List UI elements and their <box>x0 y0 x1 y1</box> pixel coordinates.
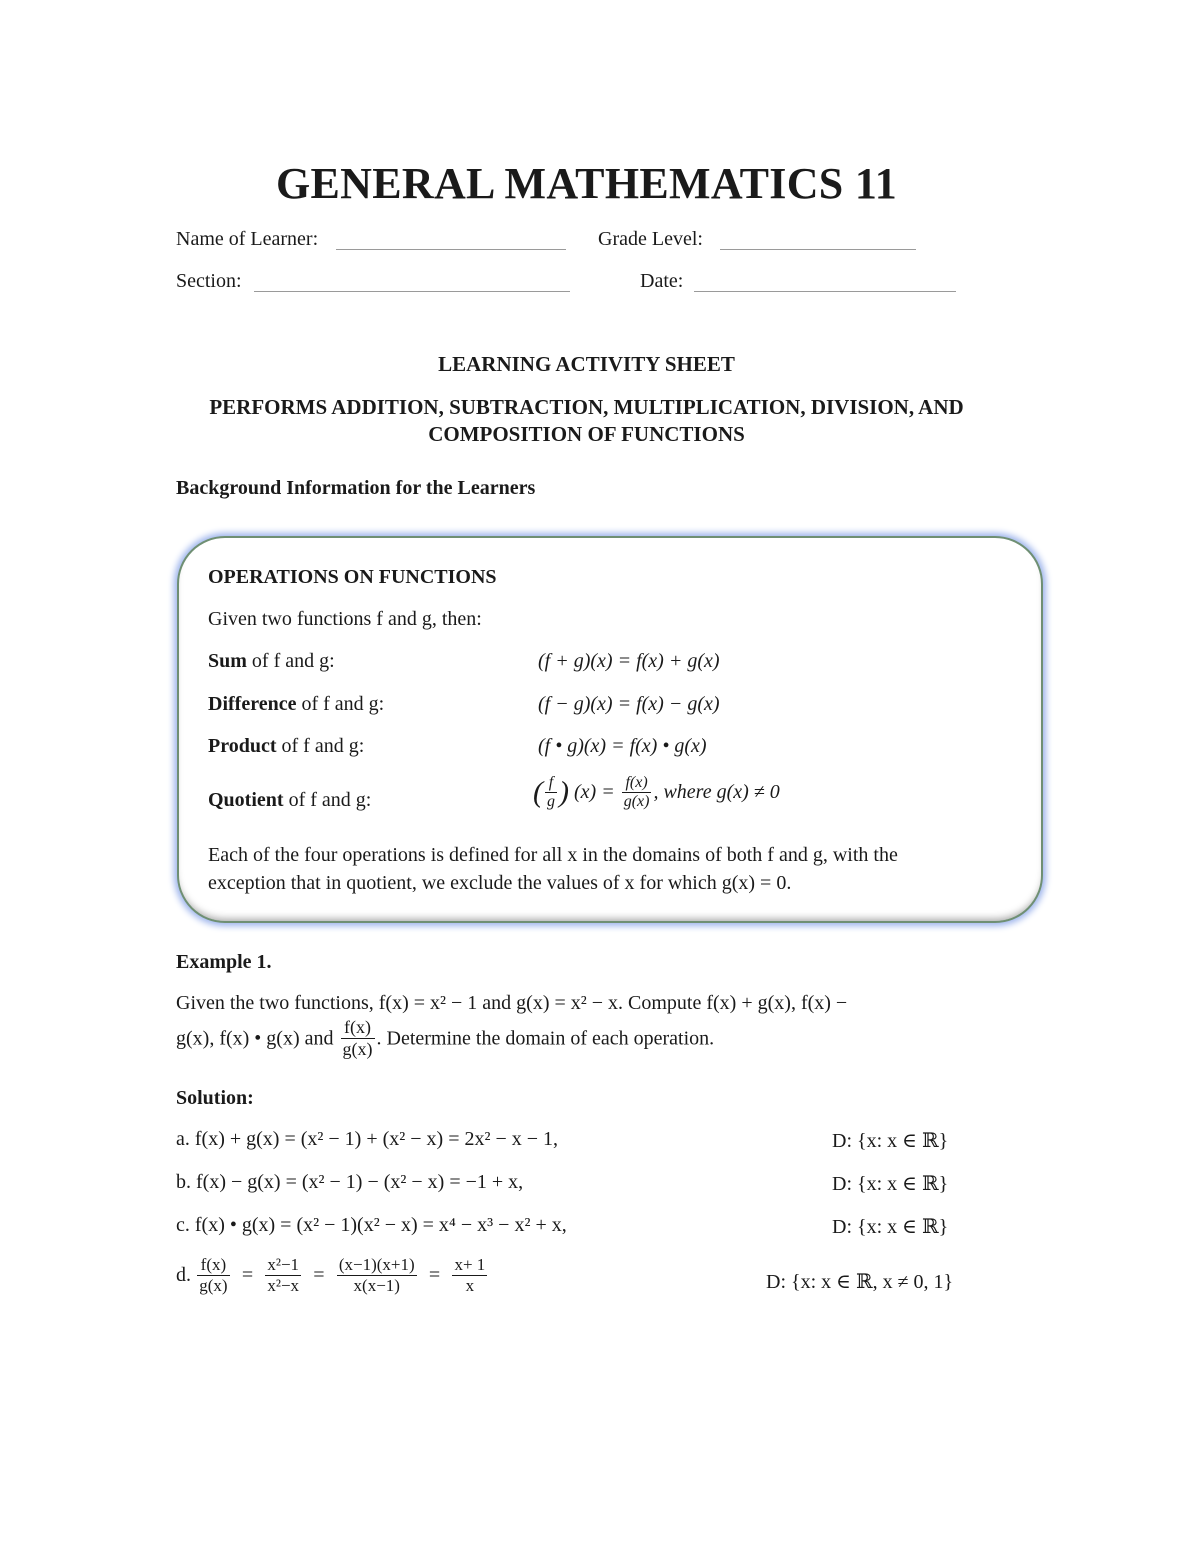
sheet-subheading-1: PERFORMS ADDITION, SUBTRACTION, MULTIPLICATION, DIVISION, AND <box>209 395 964 419</box>
box-note-1: Each of the four operations is defined for all x in the domains of both f and g, with the <box>208 844 898 866</box>
product-formula: (f • g)(x) = f(x) • g(x) <box>538 735 707 757</box>
grade-label: Grade Level: <box>598 228 703 250</box>
solution-d-domain: D: {x: x ∈ ℝ, x ≠ 0, 1} <box>766 1271 954 1293</box>
sheet-subheading-2: COMPOSITION OF FUNCTIONS <box>428 422 745 446</box>
quotient-formula: ( $\frac{f}{g}$ ) (x) = $\frac{f(x)}{g(x)}$ , where g(x) ≠ 0 <box>533 774 780 810</box>
quotient-label: Quotient of f and g: <box>208 789 372 811</box>
section-field[interactable] <box>254 291 570 292</box>
sum-formula: (f + g)(x) = f(x) + g(x) <box>538 650 720 672</box>
product-label: Product of f and g: <box>208 735 365 757</box>
background-label: Background Information for the Learners <box>176 477 536 499</box>
sheet-heading: LEARNING ACTIVITY SHEET <box>438 352 735 376</box>
grade-field[interactable] <box>720 249 916 250</box>
solution-label: Solution: <box>176 1087 254 1109</box>
example-line-1: Given the two functions, f(x) = x² − 1 and g(x) = x² − x. Compute f(x) + g(x), f(x) − <box>176 992 848 1014</box>
example-line-2: g(x), f(x) • g(x) and $\frac{f(x)}{g(x)}$ . Determine the domain of each operation. <box>176 1017 715 1059</box>
box-intro: Given two functions f and g, then: <box>208 608 482 630</box>
section-label: Section: <box>176 270 242 292</box>
name-field[interactable] <box>336 249 566 250</box>
sum-label: Sum of f and g: <box>208 650 335 672</box>
box-note-2: exception that in quotient, we exclude the values of x for which g(x) = 0. <box>208 872 792 894</box>
solution-a-domain: D: {x: x ∈ ℝ} <box>832 1130 949 1152</box>
date-field[interactable] <box>694 291 956 292</box>
example-label: Example 1. <box>176 951 272 973</box>
solution-b-domain: D: {x: x ∈ ℝ} <box>832 1173 949 1195</box>
solution-d: d. $\frac{f(x)}{g(x)}$ = $\frac{\text{x²−1}}{\text{x²−x}}$ = $\frac{(x-1)(x+1)}{x(x-1)}$ = $\frac{x+ 1}{x}$ <box>176 1255 486 1295</box>
page-title: GENERAL MATHEMATICS 11 <box>275 159 898 208</box>
solution-c: c. f(x) • g(x) = (x² − 1)(x² − x) = x⁴ − x³ − x² + x, <box>176 1214 567 1236</box>
difference-formula: (f − g)(x) = f(x) − g(x) <box>538 693 720 715</box>
difference-label: Difference of f and g: <box>208 693 385 715</box>
date-label: Date: <box>640 270 684 292</box>
box-heading: OPERATIONS ON FUNCTIONS <box>208 566 497 588</box>
name-label: Name of Learner: <box>176 228 319 250</box>
solution-a: a. f(x) + g(x) = (x² − 1) + (x² − x) = 2x² − x − 1, <box>176 1128 559 1150</box>
solution-c-domain: D: {x: x ∈ ℝ} <box>832 1216 949 1238</box>
solution-b: b. f(x) − g(x) = (x² − 1) − (x² − x) = −1 + x, <box>176 1171 524 1193</box>
